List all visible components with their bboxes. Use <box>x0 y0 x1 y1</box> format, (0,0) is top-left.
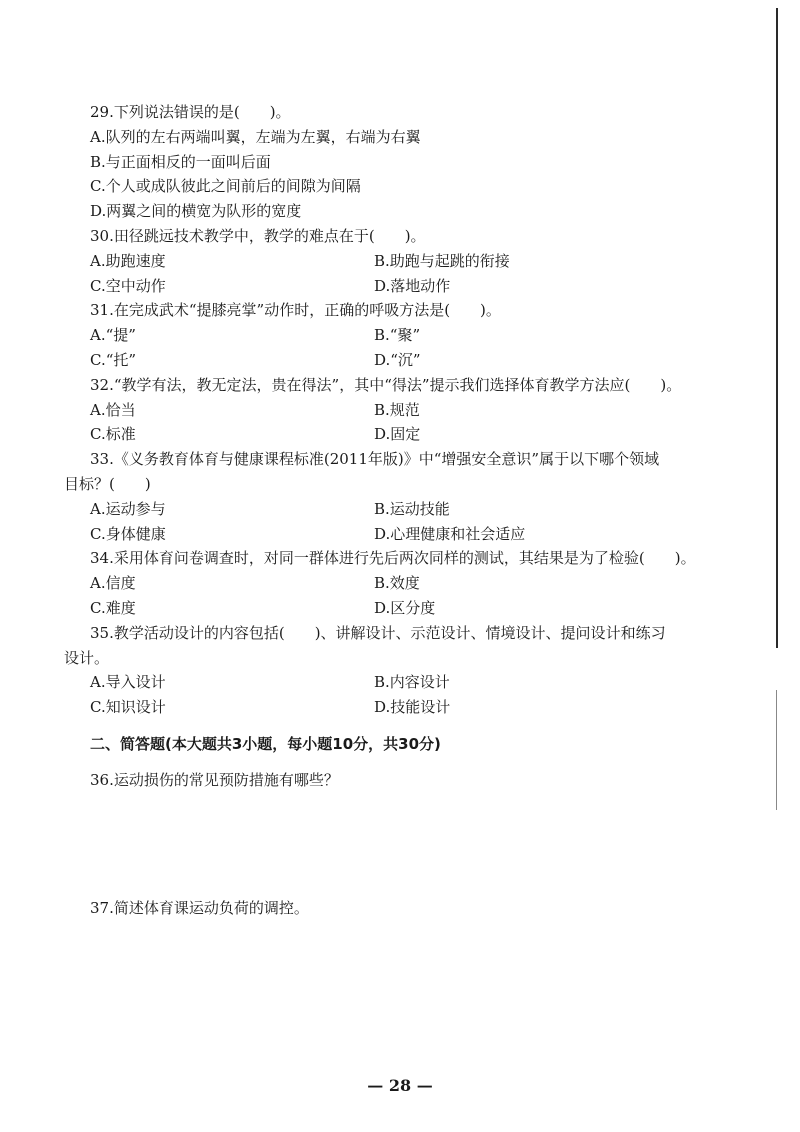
question-29 <box>64 100 724 224</box>
question-34 <box>64 546 724 620</box>
option-a: A.助跑速度 <box>90 251 166 270</box>
option-b: B.效度 <box>374 574 420 593</box>
option-row <box>64 348 724 373</box>
option-c: C.标准 <box>90 425 136 444</box>
question-35 <box>64 621 724 720</box>
option-b: B.内容设计 <box>374 673 450 692</box>
question-30 <box>64 224 724 298</box>
option-row <box>64 249 724 274</box>
question-stem: 32.“教学有法，教无定法，贵在得法”，其中“得法”提示我们选择体育教学方法应( )。 <box>90 375 682 394</box>
option-d: D.“沉” <box>374 350 421 369</box>
section-title: 二、简答题(本大题共3小题，每小题10分，共30分) <box>90 734 441 753</box>
option-b: B.与正面相反的一面叫后面 <box>90 152 271 171</box>
option-row <box>64 596 724 621</box>
option-a: A.运动参与 <box>90 499 166 518</box>
option-row <box>64 670 724 695</box>
option-a: A.“提” <box>90 326 136 345</box>
option-row <box>64 422 724 447</box>
scan-edge-line <box>776 8 778 648</box>
option-b: B.规范 <box>374 400 420 419</box>
question-31 <box>64 298 724 372</box>
option-row <box>64 522 724 547</box>
question-36: 36.运动损伤的常见预防措施有哪些？ <box>90 770 339 789</box>
option-b: B.运动技能 <box>374 499 450 518</box>
option-d: D.固定 <box>374 425 421 444</box>
question-stem: 31.在完成武术“提膝亮掌”动作时，正确的呼吸方法是( )。 <box>90 301 501 320</box>
option-row <box>64 323 724 348</box>
question-stem: 34.采用体育问卷调查时，对同一群体进行先后两次同样的测试，其结果是为了检验( )。 <box>90 549 696 568</box>
question-stem: 35.教学活动设计的内容包括( )、讲解设计、示范设计、情境设计、提问设计和练习 <box>90 623 666 642</box>
question-37: 37.简述体育课运动负荷的调控。 <box>90 898 309 917</box>
option-c: C.空中动作 <box>90 276 166 295</box>
option-d: D.区分度 <box>374 598 436 617</box>
option-row <box>64 571 724 596</box>
option-row <box>64 497 724 522</box>
option-d: D.落地动作 <box>374 276 451 295</box>
exam-page-content <box>64 100 724 920</box>
question-stem: 33.《义务教育体育与健康课程标准(2011年版)》中“增强安全意识”属于以下哪个领域 <box>90 450 660 469</box>
question-stem-continued: 设计。 <box>64 648 110 667</box>
page-number: — 28 — <box>367 1076 433 1095</box>
option-a: A.信度 <box>90 574 136 593</box>
option-c: C.身体健康 <box>90 524 166 543</box>
option-d: D.技能设计 <box>374 698 451 717</box>
question-stem: 30.田径跳远技术教学中，教学的难点在于( )。 <box>90 226 426 245</box>
option-c: C.“托” <box>90 350 137 369</box>
option-row <box>64 398 724 423</box>
question-33 <box>64 447 724 546</box>
option-a: A.恰当 <box>90 400 136 419</box>
option-c: C.知识设计 <box>90 698 166 717</box>
option-a: A.导入设计 <box>90 673 166 692</box>
question-stem-continued: 目标？( ) <box>64 474 151 493</box>
option-a: A.队列的左右两端叫翼，左端为左翼，右端为右翼 <box>90 127 421 146</box>
question-32 <box>64 373 724 447</box>
question-stem: 29.下列说法错误的是( )。 <box>90 103 291 121</box>
option-b: B.助跑与起跳的衔接 <box>374 251 510 270</box>
option-c: C.难度 <box>90 598 136 617</box>
option-c: C.个人或成队彼此之间前后的间隙为间隔 <box>90 177 361 196</box>
option-row <box>64 274 724 299</box>
scan-edge-line-lower <box>776 690 777 810</box>
option-d: D.心理健康和社会适应 <box>374 524 526 543</box>
option-row <box>64 695 724 720</box>
option-b: B.“聚” <box>374 326 421 345</box>
option-d: D.两翼之间的横宽为队形的宽度 <box>90 202 302 221</box>
